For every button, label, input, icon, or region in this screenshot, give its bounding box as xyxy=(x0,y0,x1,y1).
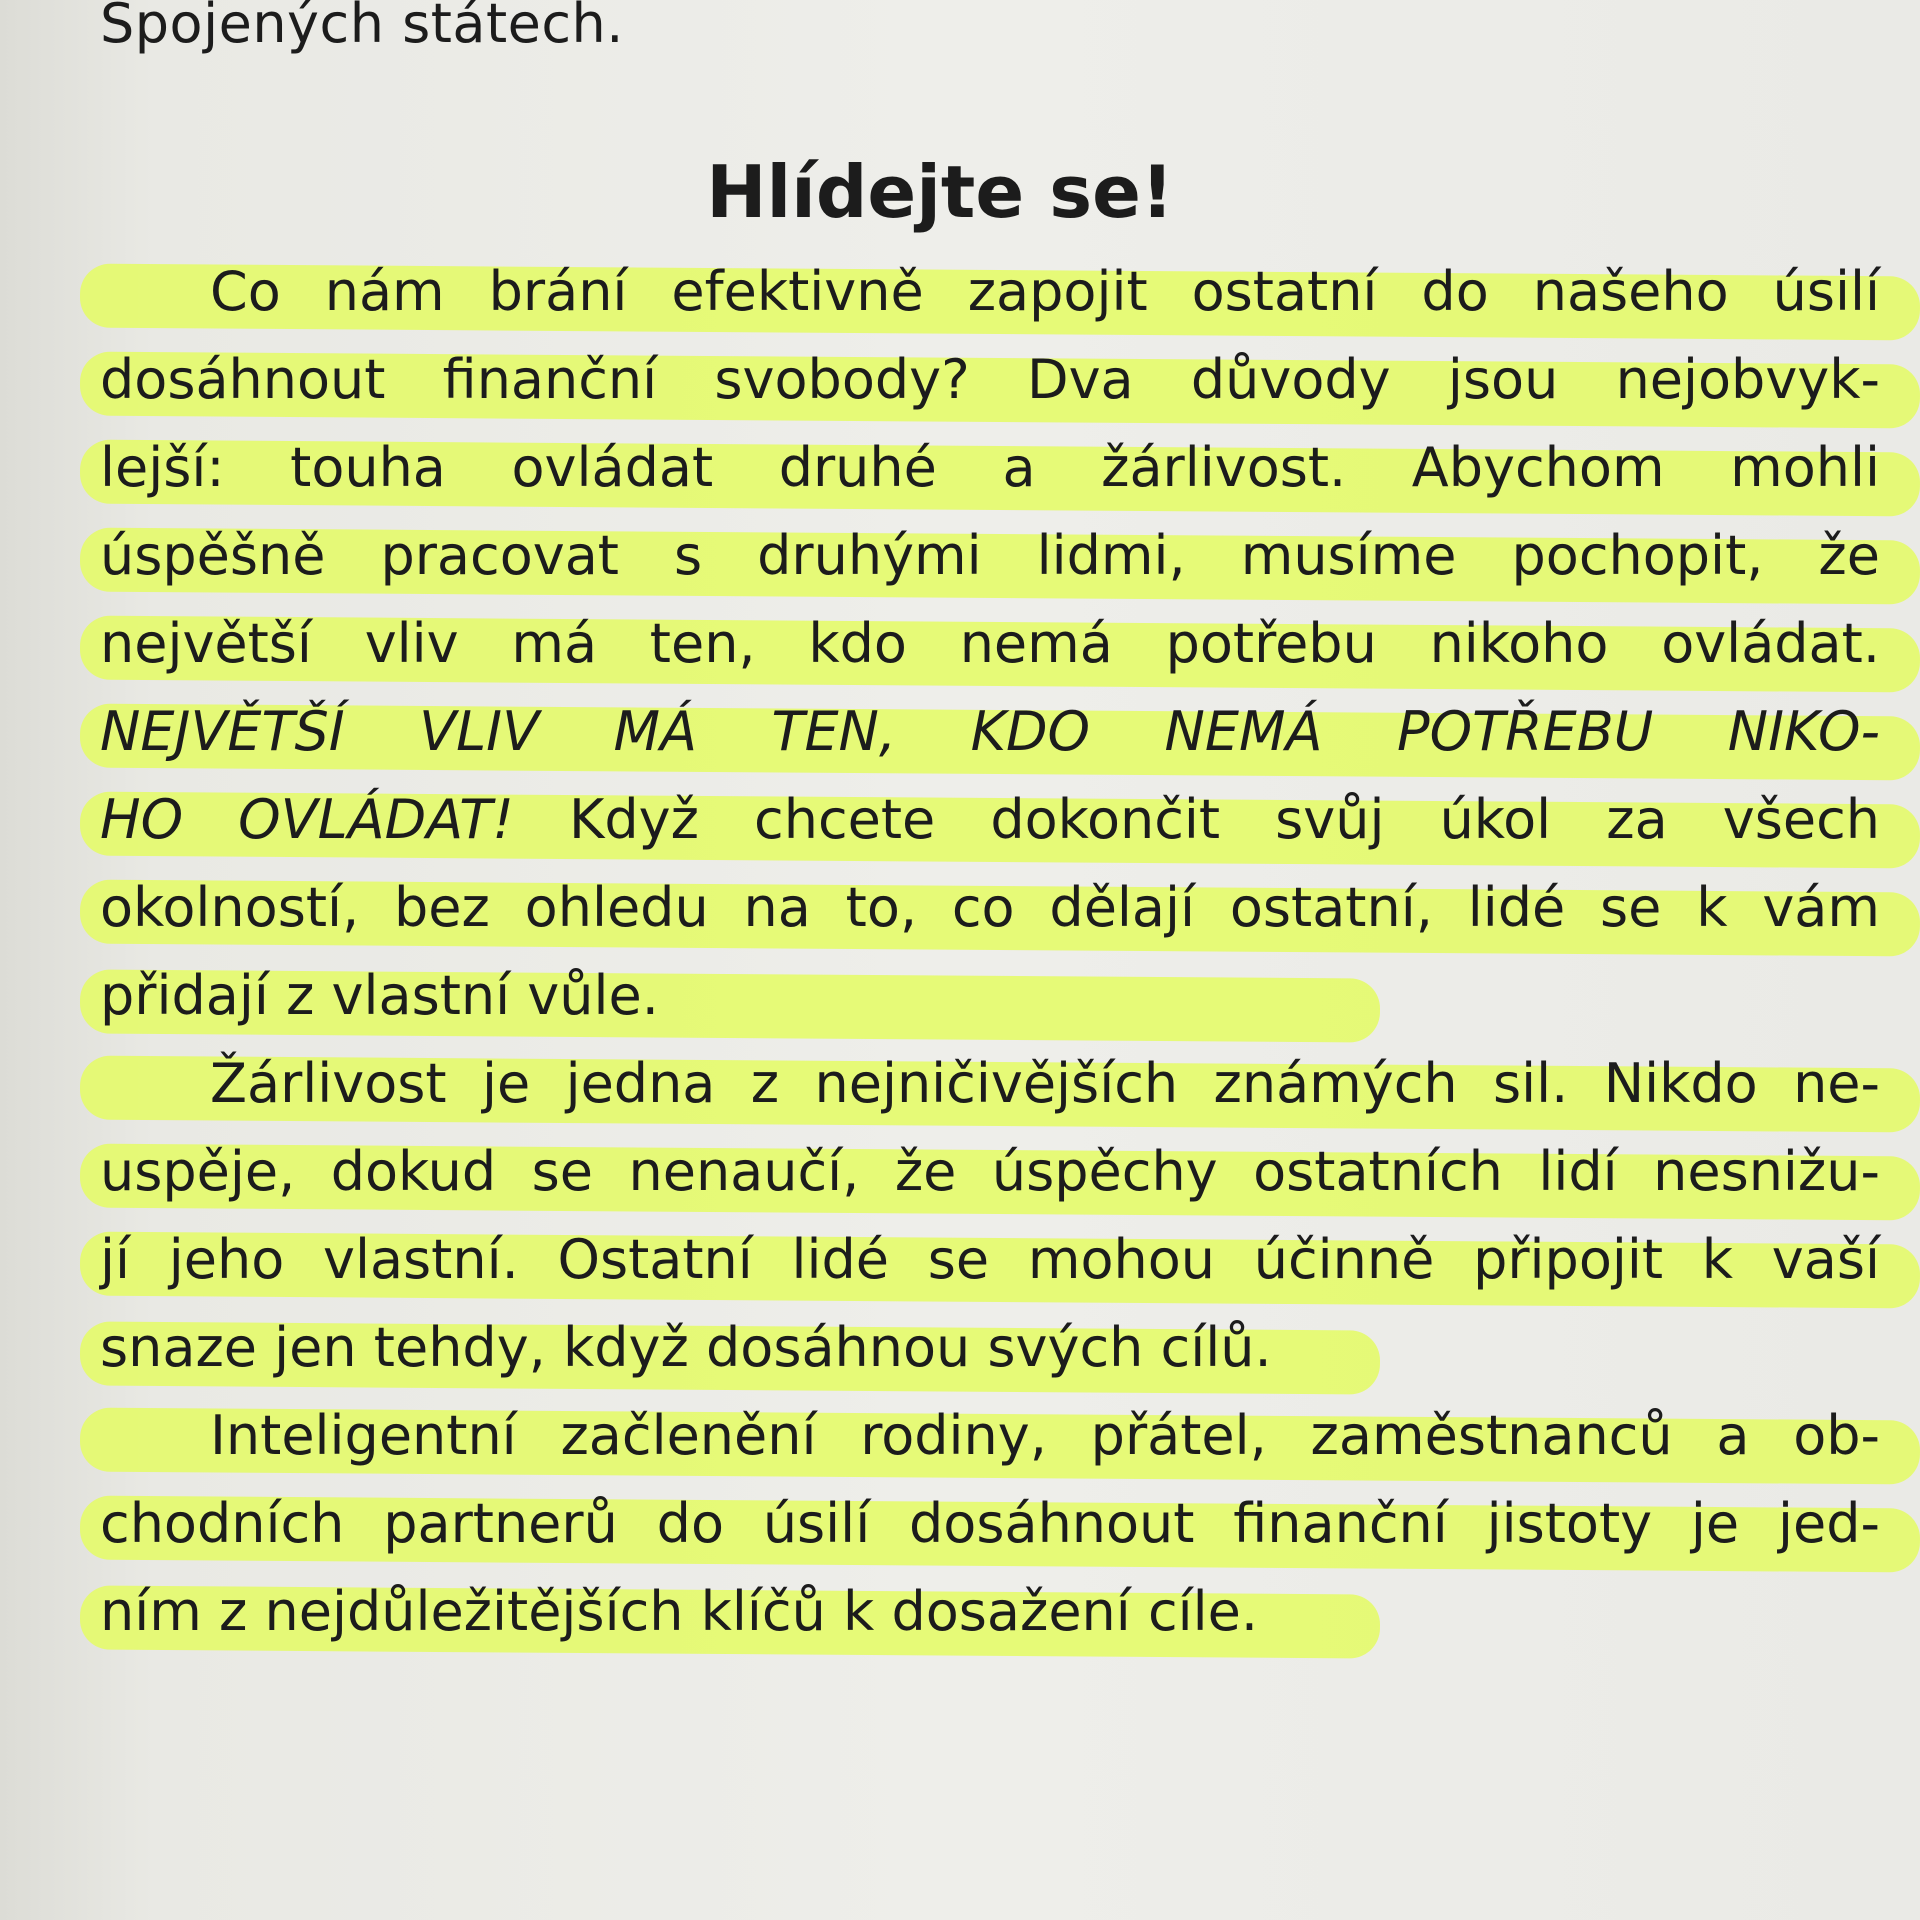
text-line: jí jeho vlastní. Ostatní lidé se mohou účinně připojit k vaší xyxy=(100,1216,1880,1304)
text-line: dosáhnout finanční svobody? Dva důvody jsou nejobvyk- xyxy=(100,336,1880,424)
text-line: ním z nejdůležitějších klíčů k dosažení cíle. xyxy=(100,1568,1880,1656)
text-line: uspěje, dokud se nenaučí, že úspěchy ostatních lidí nesnižu- xyxy=(100,1128,1880,1216)
text-line: lejší: touha ovládat druhé a žárlivost. Abychom mohli xyxy=(100,424,1880,512)
text-line: Žárlivost je jedna z nejničivějších známých sil. Nikdo ne- xyxy=(100,1040,1880,1128)
text-line: chodních partnerů do úsilí dosáhnout finanční jistoty je jed- xyxy=(100,1480,1880,1568)
section-heading: Hlídejte se! xyxy=(706,150,1174,234)
body-text xyxy=(100,248,1880,1656)
text-line: přidají z vlastní vůle. xyxy=(100,952,1880,1040)
text-line: snaze jen tehdy, když dosáhnou svých cílů. xyxy=(100,1304,1880,1392)
text-line: okolností, bez ohledu na to, co dělají ostatní, lidé se k vám xyxy=(100,864,1880,952)
text-line: úspěšně pracovat s druhými lidmi, musíme pochopit, že xyxy=(100,512,1880,600)
text-line: největší vliv má ten, kdo nemá potřebu nikoho ovládat. xyxy=(100,600,1880,688)
text-line: HO OVLÁDAT! Když chcete dokončit svůj úkol za všech xyxy=(100,776,1880,864)
text-line: Co nám brání efektivně zapojit ostatní do našeho úsilí xyxy=(100,248,1880,336)
text-line: Inteligentní začlenění rodiny, přátel, zaměstnanců a ob- xyxy=(100,1392,1880,1480)
emphasis-line: NEJVĚTŠÍ VLIV MÁ TEN, KDO NEMÁ POTŘEBU NIKO- xyxy=(100,688,1880,776)
emphasis-text: HO OVLÁDAT! xyxy=(100,788,514,851)
previous-paragraph-end: Spojených státech. xyxy=(100,0,624,55)
